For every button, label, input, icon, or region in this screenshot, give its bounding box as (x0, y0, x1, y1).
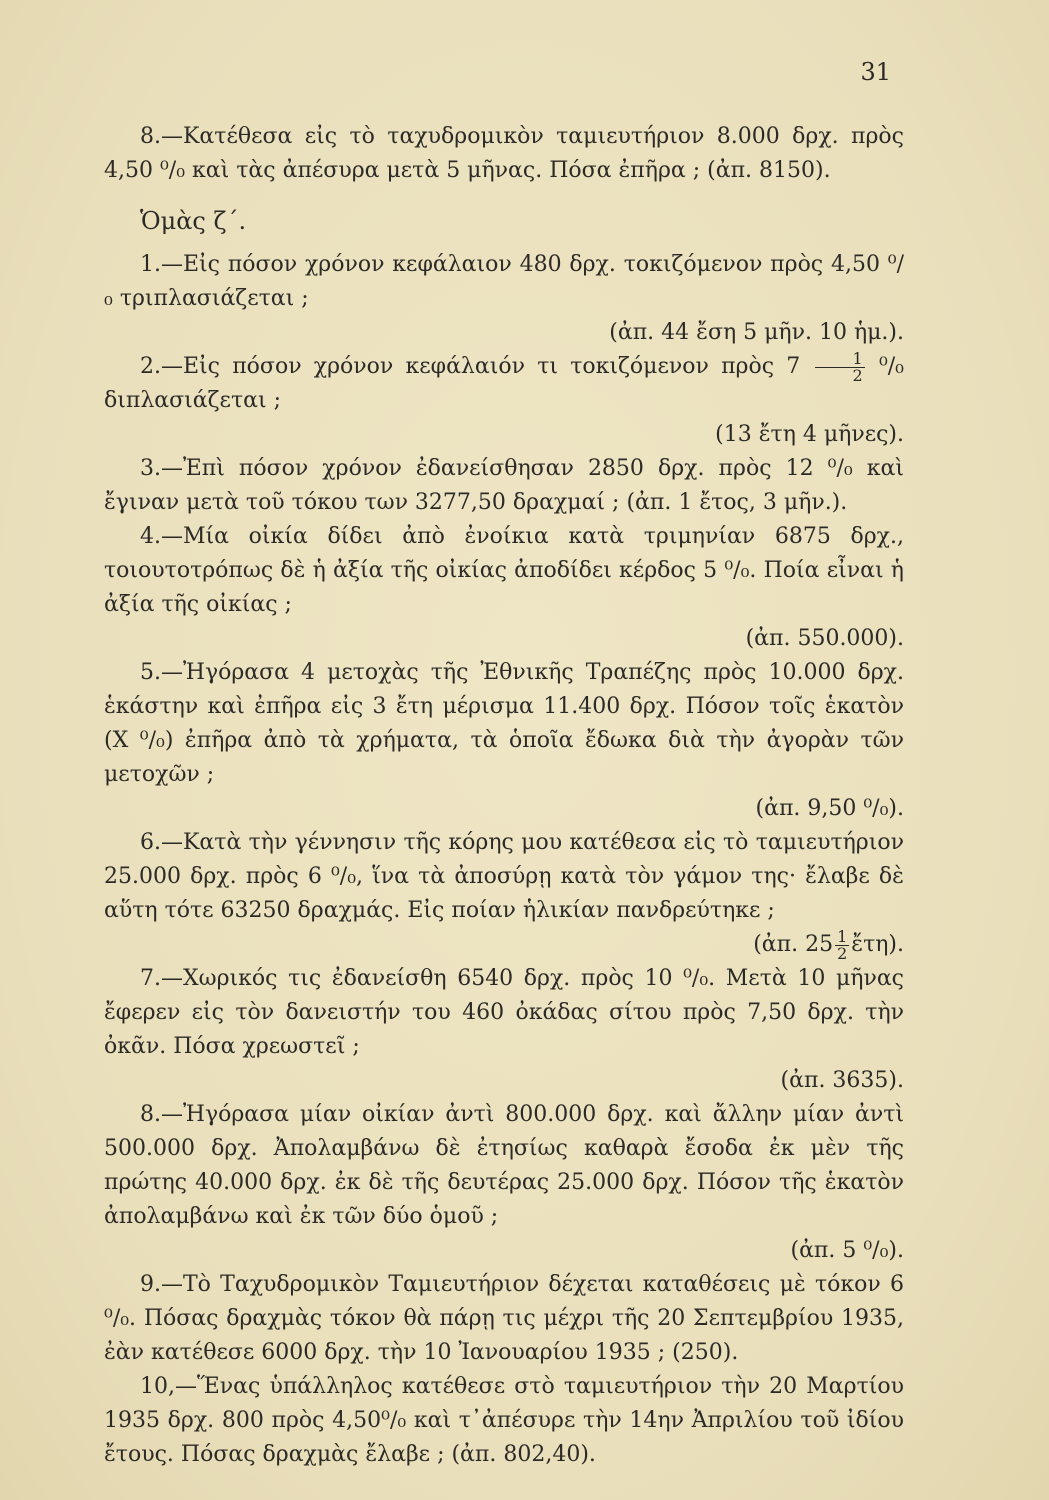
problem-6-answer (104, 928, 904, 962)
problem-9: 9.—Τὸ Ταχυδρομικὸν Ταμιευτήριον δέχεται καταθέσεις μὲ τόκον 6 ⁰/₀. Πόσας δραχμὰς τόκον θὰ πάρῃ τις μέχρι τῆς 20 Σεπτεμβρίου 1935, ἐὰν κατέθεσε 6000 δρχ. τὴν 10 Ἰανουαρίου 1935 ; (250). (104, 1272, 904, 1365)
problem-6-answer-a: (ἀπ. 25 (753, 932, 834, 957)
fraction-half (815, 348, 865, 385)
fraction-den: 2 (852, 365, 863, 385)
problem-1-answer: (ἀπ. 44 ἔση 5 μῆν. 10 ἡμ.). (609, 320, 904, 345)
problem-5: 5.—Ἠγόρασα 4 μετοχὰς τῆς Ἐθνικῆς Τραπέζης πρὸς 10.000 δρχ. ἑκάστην καὶ ἐπῆρα εἰς 3 ἔτη μέρισμα 11.400 δρχ. Πόσον τοῖς ἑκατὸν (Χ ⁰/₀) ἐπῆρα ἀπὸ τὰ χρήματα, τὰ ὁποῖα ἔδωκα διὰ τὴν ἀγορὰν τῶν μετοχῶν ; (104, 660, 904, 787)
problem-5-answer: (ἀπ. 9,50 ⁰/₀). (755, 796, 904, 821)
problem-2-answer: (13 ἔτη 4 μῆνες). (715, 422, 904, 447)
problem-2-text-a: 2.—Εἰς πόσον χρόνον κεφάλαιόν τι τοκιζόμενον πρὸς 7 (140, 354, 801, 379)
problem-10: 10,—Ἕνας ὑπάλληλος κατέθεσε στὸ ταμιευτήριον τὴν 20 Μαρτίου 1935 δρχ. 800 πρὸς 4,50⁰/₀ καὶ τ᾿ἀπέσυρε τὴν 14ην Ἀπριλίου τοῦ ἰδίου ἔτους. Πόσας δραχμὰς ἔλαβε ; (ἀπ. 802,40). (104, 1374, 904, 1467)
problem-4-answer: (ἀπ. 550.000). (745, 626, 904, 651)
problem-7-answer: (ἀπ. 3635). (780, 1068, 904, 1093)
page-text (104, 120, 904, 1472)
fraction-num-2: 1 (837, 926, 848, 946)
problem-1: 1.—Εἰς πόσον χρόνον κεφάλαιον 480 δρχ. τοκιζόμενον πρὸς 4,50 ⁰/₀ τριπλασιάζεται ; (104, 252, 904, 311)
problem-3: 3.—Ἐπὶ πόσον χρόνον ἐδανείσθησαν 2850 δρχ. πρὸς 12 ⁰/₀ καὶ ἔγιναν μετὰ τοῦ τόκου των 3277,50 δραχμαί ; (ἀπ. 1 ἔτος, 3 μῆν.). (104, 456, 904, 515)
fraction-half-2 (835, 926, 849, 963)
fraction-den-2: 2 (837, 943, 848, 963)
fraction-num: 1 (815, 351, 865, 368)
problem-4: 4.—Μία οἰκία δίδει ἀπὸ ἐνοίκια κατὰ τριμηνίαν 6875 δρχ., τοιουτοτρόπως δὲ ἡ ἀξία τῆς οἰκίας ἀποδίδει κέρδος 5 ⁰/₀. Ποία εἶναι ἡ ἀξία τῆς οἰκίας ; (104, 524, 904, 617)
problem-2 (104, 350, 904, 418)
problem-7: 7.—Χωρικός τις ἐδανείσθη 6540 δρχ. πρὸς 10 ⁰/₀. Μετὰ 10 μῆνας ἔφερεν εἰς τὸν δανειστήν του 460 ὀκάδας σίτου πρὸς 7,50 δρχ. τὴν ὀκᾶν. Πόσα χρεωστεῖ ; (104, 966, 904, 1059)
group-title: Ὁμὰς ζ΄. (140, 207, 247, 235)
problem-6-answer-b: ἔτη). (851, 932, 904, 957)
problem-8-answer: (ἀπ. 5 ⁰/₀). (790, 1238, 904, 1263)
problem-2-text-b: ⁰/₀ διπλασιάζεται ; (104, 354, 904, 413)
problem-8: 8.—Ἠγόρασα μίαν οἰκίαν ἀντὶ 800.000 δρχ. καὶ ἄλλην μίαν ἀντὶ 500.000 δρχ. Ἀπολαμβάνω δὲ ἐτησίως καθαρὰ ἔσοδα ἐκ μὲν τῆς πρώτης 40.000 δρχ. ἐκ δὲ τῆς δευτέρας 25.000 δρχ. Πόσον τῆς ἑκατὸν ἀπολαμβάνω καὶ ἐκ τῶν δύο ὁμοῦ ; (104, 1102, 904, 1229)
problem-6: 6.—Κατὰ τὴν γέννησιν τῆς κόρης μου κατέθεσα εἰς τὸ ταμιευτήριον 25.000 δρχ. πρὸς 6 ⁰/₀, ἵνα τὰ ἀποσύρῃ κατὰ τὸν γάμον της· ἔλαβε δὲ αὕτη τότε 63250 δραχμάς. Εἰς ποίαν ἡλικίαν πανδρεύτηκε ; (104, 830, 904, 923)
page-number: 31 (860, 58, 891, 86)
problem-8-top: 8.—Κατέθεσα εἰς τὸ ταχυδρομικὸν ταμιευτήριον 8.000 δρχ. πρὸς 4,50 ⁰/₀ καὶ τὰς ἀπέσυρα μετὰ 5 μῆνας. Πόσα ἐπῆρα ; (ἀπ. 8150). (104, 124, 904, 183)
